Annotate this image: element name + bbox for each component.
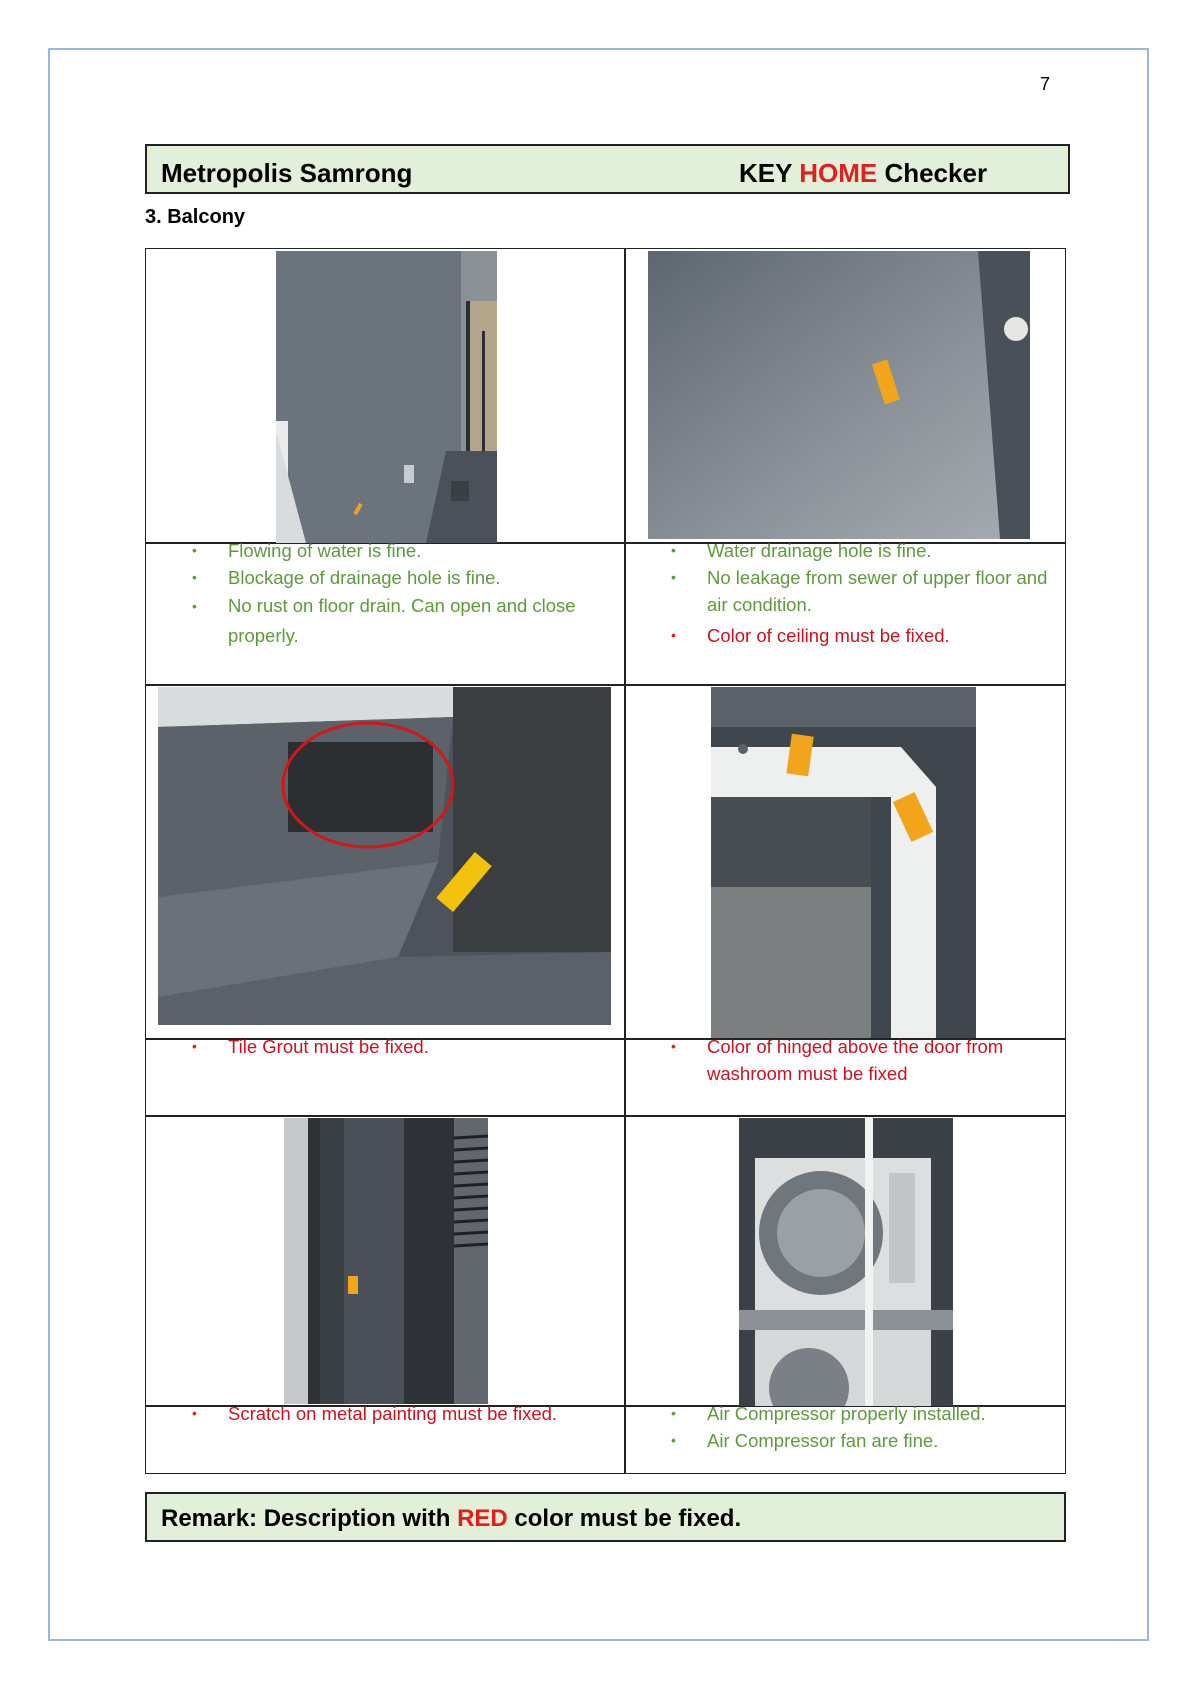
table-divider <box>624 249 626 1473</box>
remark-box <box>145 1492 1066 1542</box>
notes-air-compressor <box>625 1400 1065 1454</box>
note-item: • Color of hinged above the door from washroom must be fixed <box>625 1033 1065 1087</box>
company-name-highlight: HOME <box>799 158 878 188</box>
section-title: 3. Balcony <box>145 206 246 228</box>
notes-balcony-ceiling <box>625 537 1065 649</box>
notes-washroom-door <box>625 1033 1065 1087</box>
page-number: 7 <box>1040 74 1051 94</box>
table-divider <box>146 684 1065 686</box>
note-item: • No leakage from sewer of upper floor and air condition. <box>625 564 1065 618</box>
note-item: • Air Compressor fan are fine. <box>625 1427 1065 1454</box>
note-item: • Air Compressor properly installed. <box>625 1400 1065 1427</box>
inspection-table <box>145 248 1066 1474</box>
air-compressor-photo <box>739 1118 953 1406</box>
notes-metal-frame <box>146 1400 616 1427</box>
company-name-prefix: KEY <box>739 158 800 188</box>
table-divider <box>146 1115 1065 1117</box>
note-item: • Flowing of water is fine. <box>146 537 616 564</box>
balcony-wall-floor-drain-photo <box>276 251 497 543</box>
note-item: • No rust on floor drain. Can open and close properly. <box>146 591 616 651</box>
report-header <box>145 144 1070 194</box>
note-item: • Blockage of drainage hole is fine. <box>146 564 616 591</box>
balcony-ceiling-photo <box>648 251 1030 539</box>
note-item: • Scratch on metal painting must be fixed. <box>146 1400 616 1427</box>
note-item: • Water drainage hole is fine. <box>625 537 1065 564</box>
project-name: Metropolis Samrong <box>161 158 413 188</box>
remark-highlight: RED <box>457 1505 508 1532</box>
note-item: • Color of ceiling must be fixed. <box>625 622 1065 649</box>
remark-suffix: color must be fixed. <box>507 1505 742 1532</box>
metal-frame-scratch-photo <box>284 1118 488 1404</box>
remark-text <box>161 1505 741 1533</box>
remark-prefix: Remark: Description with <box>161 1505 458 1532</box>
notes-tile-grout <box>146 1033 616 1060</box>
tile-grout-photo <box>158 687 611 1025</box>
company-name-suffix: Checker <box>877 158 988 188</box>
washroom-door-frame-photo <box>711 687 976 1038</box>
company-name <box>739 158 987 189</box>
notes-balcony-wall <box>146 537 616 651</box>
note-item: • Tile Grout must be fixed. <box>146 1033 616 1060</box>
